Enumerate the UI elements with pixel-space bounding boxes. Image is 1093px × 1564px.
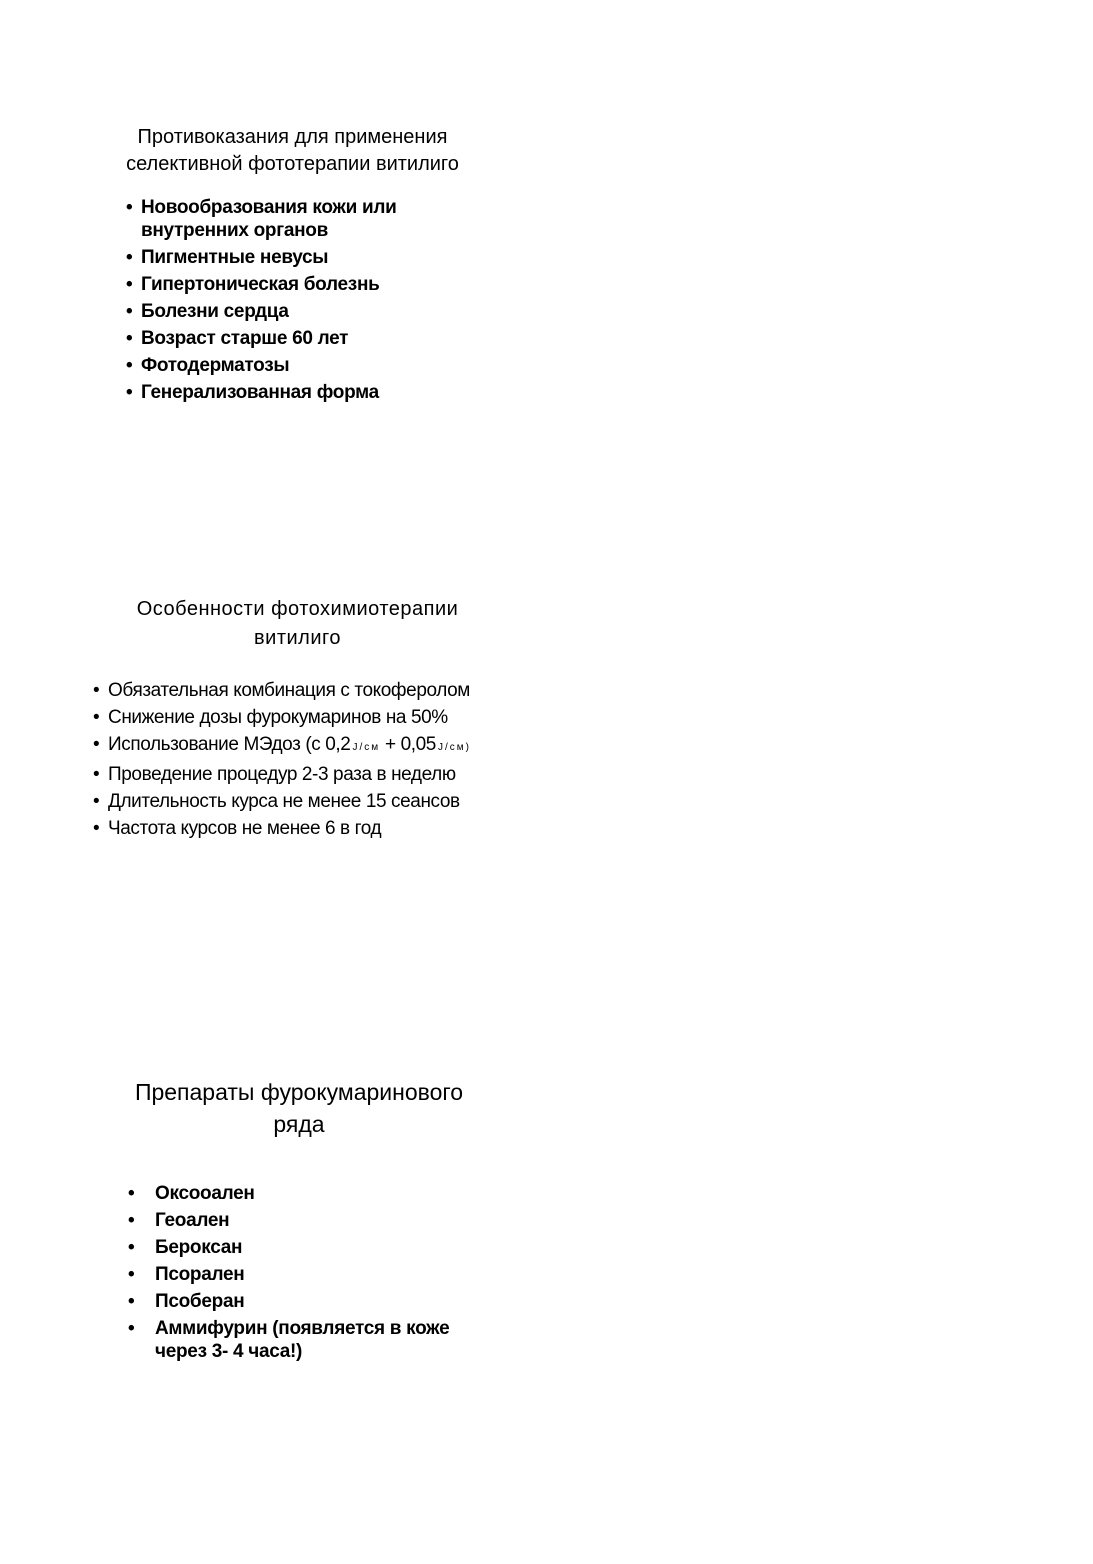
bullet-icon: • <box>128 1264 135 1285</box>
list-item-text: Оксооален <box>155 1183 255 1204</box>
bullet-icon: • <box>128 1237 135 1258</box>
list-item-text: Аммифурин (появляется в коже через 3- 4 часа!) <box>155 1318 450 1362</box>
bullet-icon: • <box>128 1210 135 1231</box>
list-item-text: Снижение дозы фурокумаринов на 50% <box>108 707 448 728</box>
list-item-text: Длительность курса не менее 15 сеансов <box>108 791 460 812</box>
furocoumarin-drugs-section <box>100 1076 500 1367</box>
bullet-icon: • <box>126 274 133 295</box>
list-item-text: Геоален <box>155 1210 230 1231</box>
furocoumarin-drugs-title <box>100 1076 498 1140</box>
list-item <box>128 1209 500 1232</box>
photochemotherapy-section <box>90 595 510 844</box>
furocoumarin-drugs-list <box>128 1182 500 1363</box>
bullet-icon: • <box>128 1291 135 1312</box>
list-item <box>93 817 510 840</box>
list-item <box>128 1290 500 1313</box>
list-item <box>93 733 510 759</box>
list-item <box>93 763 510 786</box>
list-item <box>126 381 500 404</box>
list-item-text: Гипертоническая болезнь <box>141 274 380 295</box>
list-item-text: Псоберан <box>155 1291 245 1312</box>
bullet-icon: • <box>126 197 133 218</box>
list-item-text: Использование МЭдоз (с 0,2 <box>108 734 351 755</box>
list-item-text: Частота курсов не менее 6 в год <box>108 818 382 839</box>
list-item <box>93 679 510 702</box>
list-item-text: Псорален <box>155 1264 245 1285</box>
list-item-text: Фотодерматозы <box>141 355 290 376</box>
list-item <box>128 1263 500 1286</box>
list-item <box>128 1182 500 1205</box>
list-item <box>126 246 500 269</box>
list-item-text: Бероксан <box>155 1237 243 1258</box>
bullet-icon: • <box>126 382 133 403</box>
contraindications-section <box>100 124 500 408</box>
title-line-2: ряда <box>273 1111 325 1137</box>
bullet-icon: • <box>126 247 133 268</box>
list-item <box>93 706 510 729</box>
list-item-text: Пигментные невусы <box>141 247 329 268</box>
bullet-icon: • <box>93 818 100 839</box>
dose-unit: J/cм <box>352 742 381 753</box>
title-line-1: Противоказания для применения <box>137 126 448 148</box>
bullet-icon: • <box>128 1318 135 1339</box>
title-line-1: Препараты фурокумаринового <box>134 1079 464 1105</box>
list-item-text: Обязательная комбинация с токоферолом <box>108 680 470 701</box>
bullet-icon: • <box>93 734 100 755</box>
contraindications-list <box>126 196 500 404</box>
list-item <box>126 273 500 296</box>
bullet-icon: • <box>93 764 100 785</box>
list-item <box>128 1236 500 1259</box>
bullet-icon: • <box>126 301 133 322</box>
list-item <box>126 300 500 323</box>
list-item-text: Возраст старше 60 лет <box>141 328 349 349</box>
photochemotherapy-list <box>93 679 510 840</box>
list-item-text: Проведение процедур 2-3 раза в неделю <box>108 764 456 785</box>
title-line-1: Особенности фотохимиотерапии <box>136 598 459 620</box>
dose-unit: J/cм) <box>437 742 471 753</box>
contraindications-title <box>100 124 485 178</box>
dose-increment: + 0,05 <box>385 734 436 755</box>
list-item-text: Генерализованная форма <box>141 382 379 403</box>
list-item <box>126 327 500 350</box>
bullet-icon: • <box>126 328 133 349</box>
list-item-text: Болезни сердца <box>141 301 289 322</box>
bullet-icon: • <box>128 1183 135 1204</box>
bullet-icon: • <box>93 791 100 812</box>
list-item <box>128 1317 500 1363</box>
title-line-2: витилиго <box>254 627 341 649</box>
title-line-2: селективной фототерапии витилиго <box>126 153 459 175</box>
photochemotherapy-title <box>90 595 505 653</box>
list-item <box>126 196 500 242</box>
list-item-text: Новообразования кожи или внутренних органов <box>141 197 397 241</box>
list-item <box>126 354 500 377</box>
list-item <box>93 790 510 813</box>
bullet-icon: • <box>93 680 100 701</box>
bullet-icon: • <box>126 355 133 376</box>
bullet-icon: • <box>93 707 100 728</box>
